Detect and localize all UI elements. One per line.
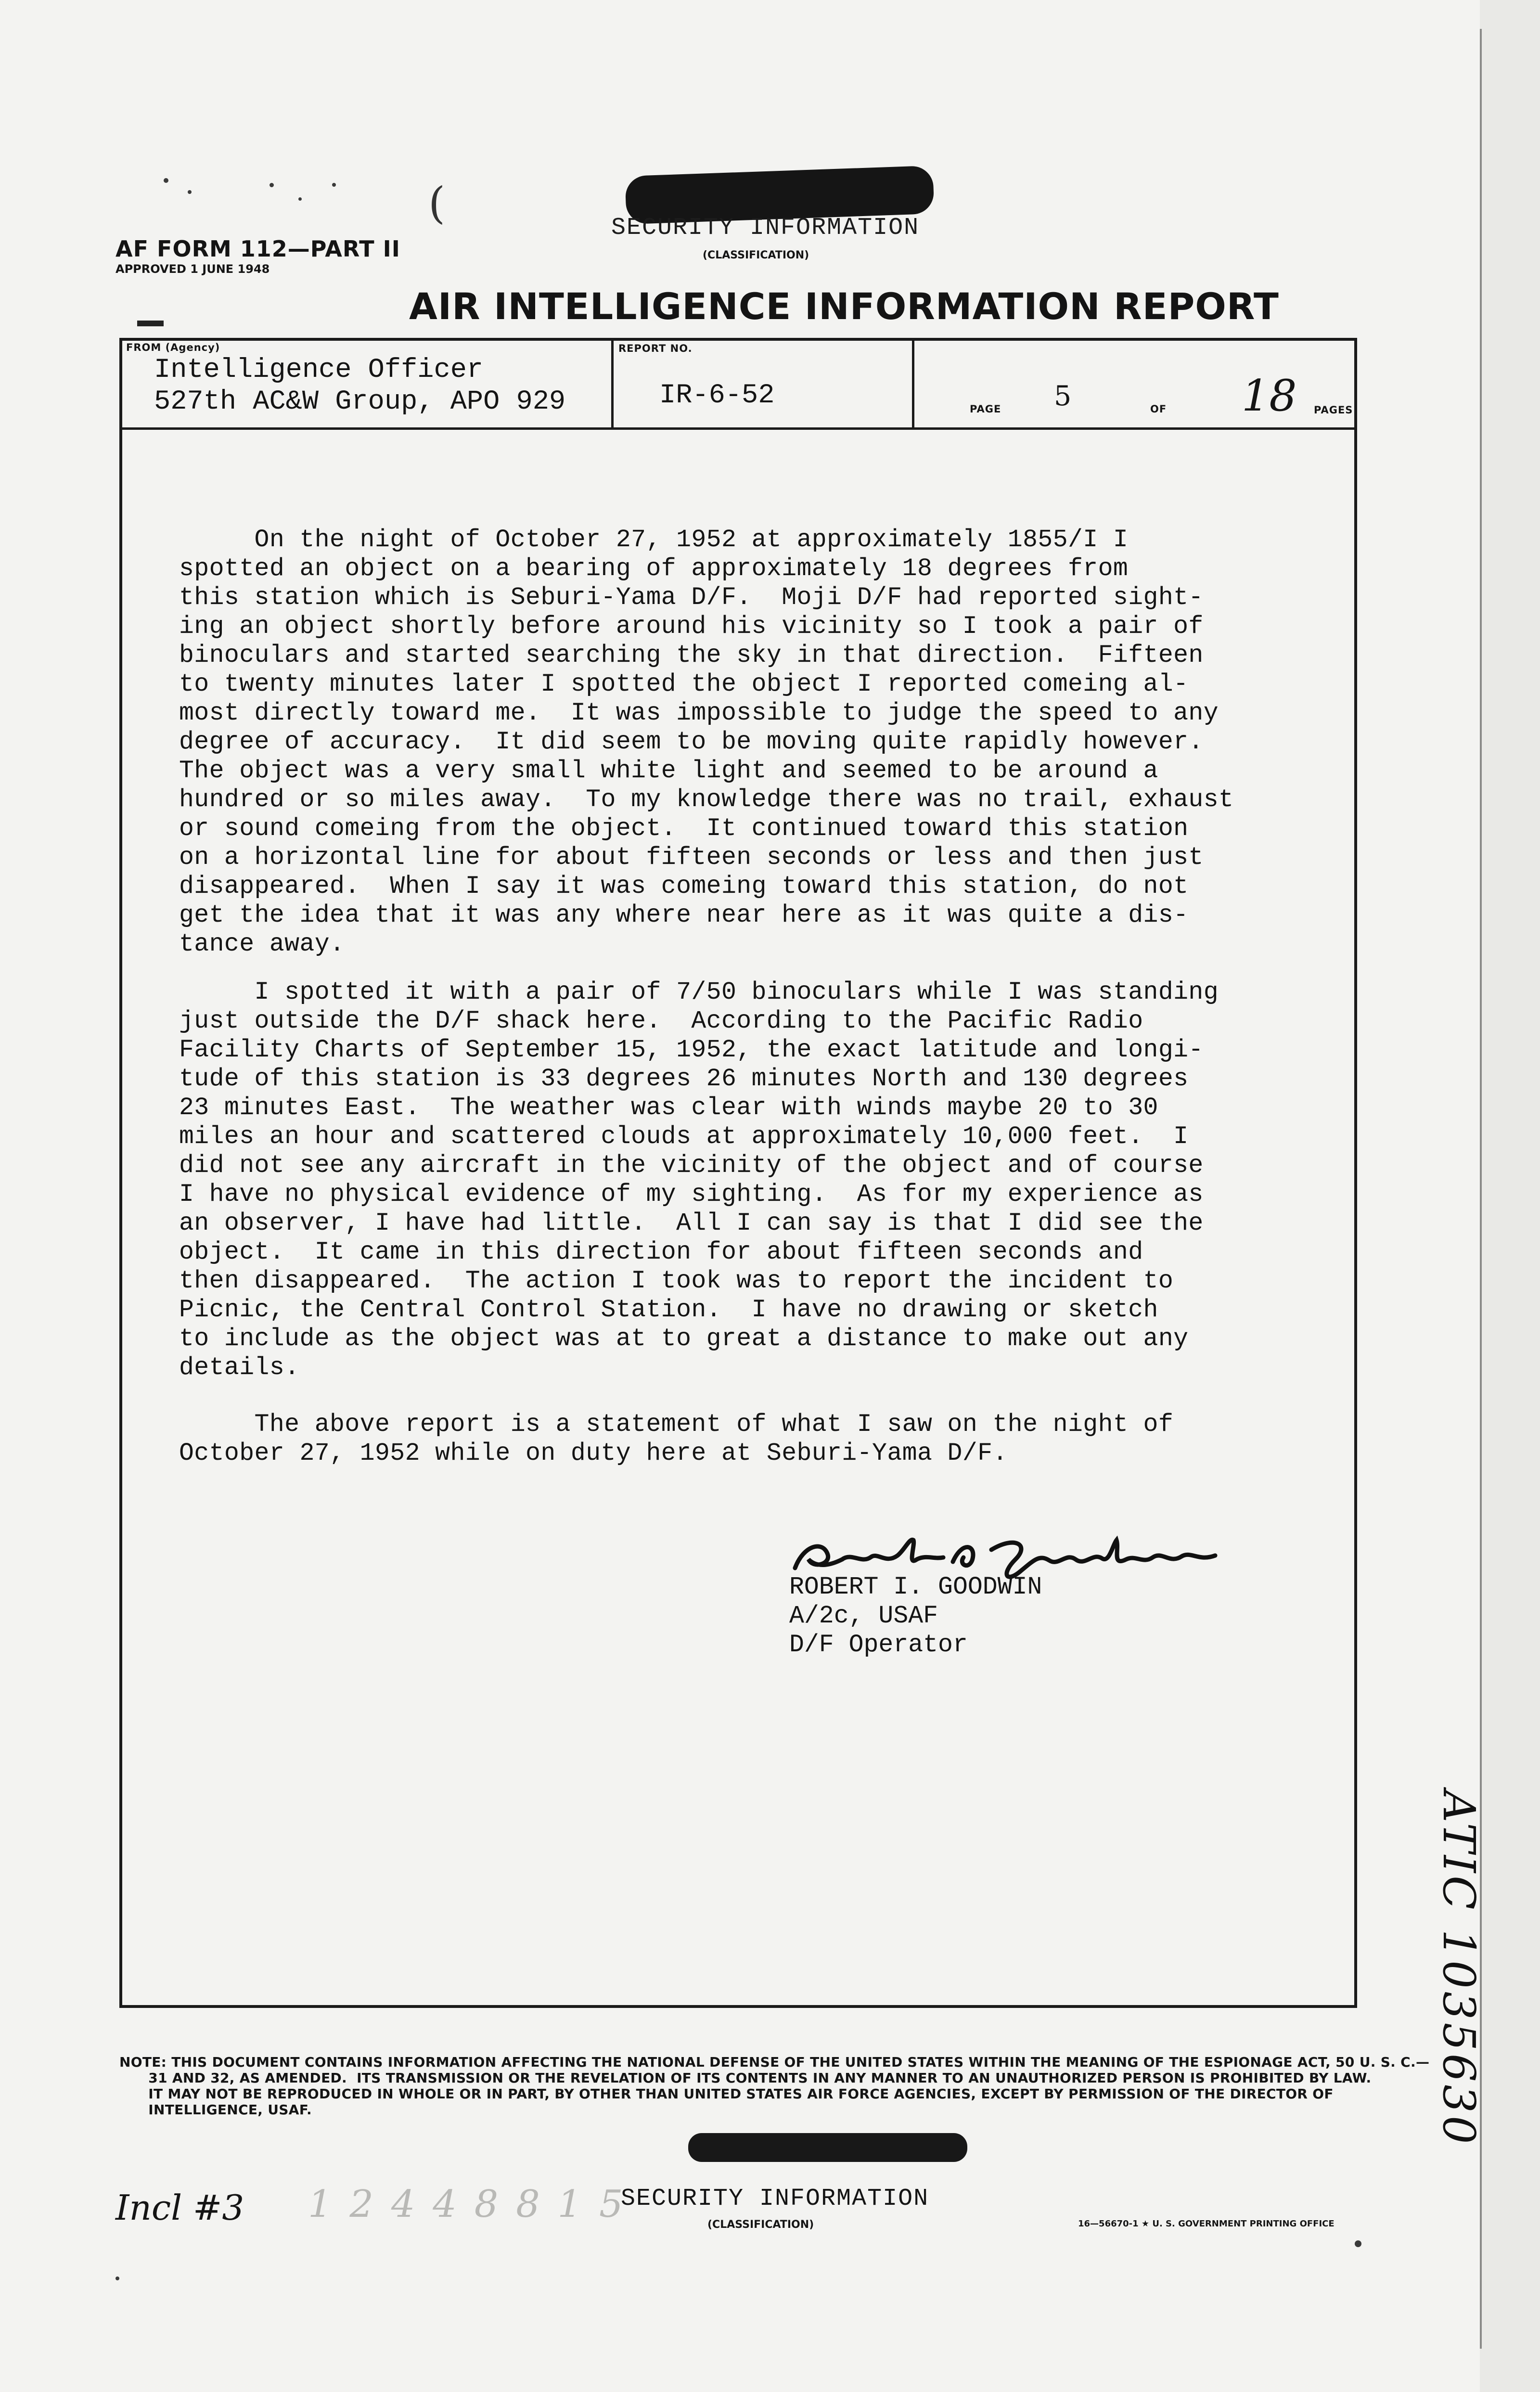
form-id: AF FORM 112—PART II [116, 236, 400, 262]
page-label: PAGE [970, 403, 1001, 415]
print-code: 16—56670-1 ★ U. S. GOVERNMENT PRINTING OFFICE [1078, 2219, 1335, 2229]
body-paragraph-3: The above report is a statement of what I saw on the night of October 27, 1952 while on duty here at Seburi-Yama D/F. [179, 1411, 1174, 1467]
signer-name: ROBERT I. GOODWIN [789, 1573, 1042, 1601]
report-no-value: IR-6-52 [659, 380, 775, 411]
scan-speck [188, 190, 192, 194]
page-value: 5 [1054, 380, 1072, 412]
header-row-divider [119, 427, 1357, 430]
scan-speck [270, 183, 274, 187]
approved-date: APPROVED 1 JUNE 1948 [116, 262, 270, 276]
signer-rank: A/2c, USAF [789, 1602, 938, 1630]
report-title: AIR INTELLIGENCE INFORMATION REPORT [409, 285, 1279, 328]
signature-block [789, 1573, 1042, 1659]
scan-speck [298, 197, 302, 201]
header-divider-1 [611, 338, 614, 429]
margin-dash [137, 321, 164, 326]
pages-label: PAGES [1314, 404, 1353, 416]
signer-position: D/F Operator [789, 1631, 968, 1659]
faint-stamp: 1 2 4 4 8 8 1 5 [308, 2183, 626, 2226]
scan-speck [1355, 2240, 1361, 2247]
svg-text:ATIC 1035630: ATIC 1035630 [1433, 1790, 1485, 2147]
archive-stamp [1415, 1781, 1485, 2166]
header-divider-2 [912, 338, 914, 429]
scan-speck [164, 178, 168, 183]
scan-speck [116, 2276, 119, 2280]
scan-speck [332, 183, 336, 187]
scan-mark: ( [428, 178, 446, 229]
scan-edge [1480, 0, 1540, 2392]
body-paragraph-2: I spotted it with a pair of 7/50 binoculars while I was standing just outside the D/F shack here. According to the Pacific Radio Facility Charts of September 15, 1952, the exact latitude and longi- tude of this station is 33 degrees 26 minutes North and 130 degrees 23 minutes East. The weather was clear with winds maybe 20 to 30 miles an hour and scattered clouds at approximately 10,000 feet. I did not see any aircraft in the vicinity of the object and of course I have no physical evidence of my sighting. As for my experience as an observer, I have had little. All I can say is that I did see the object. It came in this direction for about fifteen seconds and then disappeared. The action I took was to report the incident to Picnic, the Central Control Station. I have no drawing or sketch to include as the object was at to great a distance to make out any details. [179, 978, 1219, 1382]
of-label: OF [1150, 403, 1167, 415]
classification-caption-bottom: (CLASSIFICATION) [707, 2219, 814, 2231]
of-value: 18 [1242, 371, 1297, 421]
classification-top: SECURITY INFORMATION [611, 214, 920, 242]
espionage-notice: NOTE: THIS DOCUMENT CONTAINS INFORMATION AFFECTING THE NATIONAL DEFENSE OF THE UNITED STATES WITHIN THE MEANING OF THE ESPIONAGE ACT, 50 U. S. C.— 31 AND 32, AS AMENDED. ITS TRANSMISSION OR THE REVELATION OF ITS CONTENTS IN ANY MANNER TO AN UNAUTHORIZED PERSON IS PROHIBITED BY LAW. IT MAY NOT BE REPRODUCED IN WHOLE OR IN PART, BY OTHER THAN UNITED STATES AIR FORCE AGENCIES, EXCEPT BY PERMISSION OF THE DIRECTOR OF INTELLIGENCE, USAF. [119, 2054, 1430, 2118]
classification-caption-top: (CLASSIFICATION) [703, 249, 809, 261]
redaction-bar-bottom [688, 2133, 967, 2162]
classification-bottom: SECURITY INFORMATION [621, 2185, 929, 2212]
from-value: Intelligence Officer 527th AC&W Group, APO 929 [154, 355, 566, 417]
body-paragraph-1: On the night of October 27, 1952 at approximately 1855/I I spotted an object on a bearing of approximately 18 degrees from this station which is Seburi-Yama D/F. Moji D/F had reported sight- ing an object shortly before around his vicinity so I took a pair of binoculars and started searching the sky in that direction. Fifteen to twenty minutes later I spotted the object I reported comeing al- most directly toward me. It was impossible to judge the speed to any degree of accuracy. It did seem to be moving quite rapidly however. The object was a very small white light and seemed to be around a hundred or so miles away. To my knowledge there was no trail, exhaust or sound comeing from the object. It continued toward this station on a horizontal line for about fifteen seconds or less and then just disappeared. When I say it was comeing toward this station, do not get the idea that it was any where near here as it was quite a dis- tance away. [179, 526, 1234, 958]
from-label: FROM (Agency) [126, 342, 220, 353]
report-no-label: REPORT NO. [618, 343, 693, 354]
inclosure-note: Incl #3 [116, 2187, 244, 2228]
